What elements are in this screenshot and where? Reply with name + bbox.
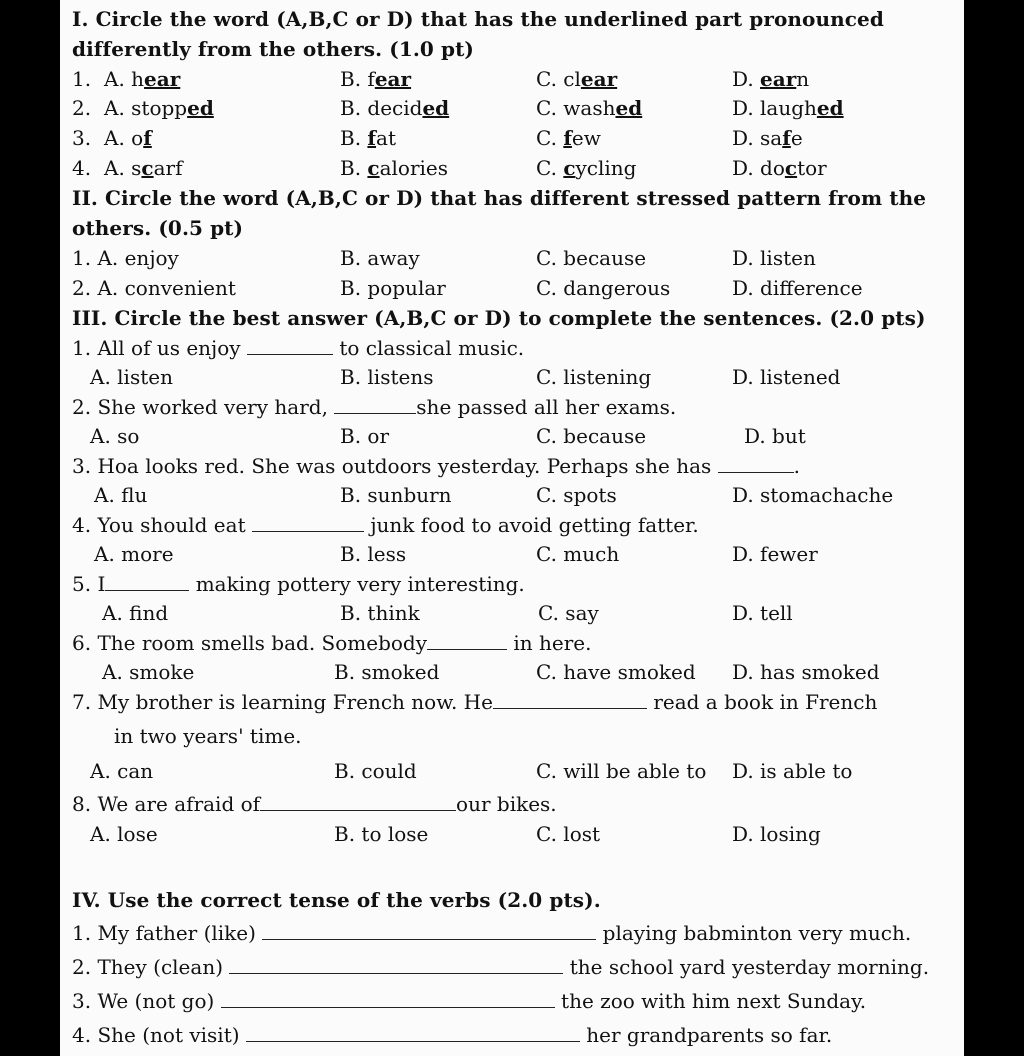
option-c[interactable]: C. spots (536, 483, 617, 507)
option-c[interactable]: C. say (538, 601, 599, 625)
option-d[interactable]: D. listened (732, 365, 841, 389)
answer-blank[interactable] (229, 955, 563, 974)
option-d[interactable]: D. fewer (732, 542, 818, 566)
option-b[interactable]: B. could (334, 759, 417, 783)
option-d[interactable]: D. earn (732, 67, 810, 91)
question-text-end: she passed all her exams. (416, 395, 677, 419)
option-d[interactable]: D. losing (732, 822, 821, 846)
question-text-end: read a book in French (653, 690, 878, 714)
question-text-end: junk food to avoid getting fatter. (370, 513, 699, 537)
section4-title: IV. Use the correct tense of the verbs (2.0 pts). (72, 888, 601, 912)
section4-question-3 (72, 986, 952, 1016)
section1-title-line1: I. Circle the word (A,B,C or D) that has the underlined part pronounced (72, 7, 884, 31)
question-text-end: playing babminton very much. (602, 921, 912, 945)
question-text-end: the zoo with him next Sunday. (561, 989, 867, 1013)
section3-title: III. Circle the best answer (A,B,C or D) to complete the sentences. (2.0 pts) (72, 306, 926, 330)
question-text: 5. I (72, 572, 106, 596)
section1-question-1 (72, 64, 952, 94)
option-b[interactable]: B. or (340, 424, 390, 448)
option-a[interactable]: 2. A. convenient (72, 276, 236, 300)
question-number: 2. (72, 96, 92, 120)
section4-question-2 (72, 952, 952, 982)
worksheet-page (60, 0, 964, 1056)
option-b[interactable]: B. popular (340, 276, 446, 300)
option-c[interactable]: C. lost (536, 822, 601, 846)
section3-question-6 (72, 628, 952, 658)
section3-options-1 (72, 362, 952, 392)
question-text-end: to classical music. (339, 336, 525, 360)
option-d[interactable]: D. is able to (732, 759, 853, 783)
answer-blank[interactable] (105, 572, 189, 591)
question-text-end: her grandparents so far. (586, 1023, 833, 1047)
option-a[interactable]: A. find (102, 601, 169, 625)
option-d[interactable]: D. stomachache (732, 483, 894, 507)
section3-options-8 (72, 819, 952, 849)
answer-blank[interactable] (221, 989, 555, 1008)
section3-question-2 (72, 392, 952, 422)
question-text: 7. My brother is learning French now. He (72, 690, 493, 714)
section3-options-5 (72, 598, 952, 628)
option-c[interactable]: C. have smoked (536, 660, 696, 684)
option-d[interactable]: D. tell (732, 601, 793, 625)
answer-blank[interactable] (493, 690, 647, 709)
section2-title-line1: II. Circle the word (A,B,C or D) that has different stressed pattern from the (72, 186, 927, 210)
section3-question-4 (72, 510, 952, 540)
answer-blank[interactable] (262, 921, 596, 940)
question-text-continued: in two years' time. (114, 724, 302, 748)
question-text: 2. She worked very hard, (72, 395, 328, 419)
section3-question-8 (72, 789, 952, 819)
section3-question-1 (72, 333, 952, 363)
section3-options-2 (72, 421, 952, 451)
option-b[interactable]: B. fear (340, 67, 412, 91)
option-b[interactable]: B. fat (340, 126, 396, 150)
question-text-end: the school yard yesterday morning. (569, 955, 930, 979)
question-number: 3. (72, 126, 92, 150)
answer-blank[interactable] (246, 1023, 580, 1042)
option-c[interactable]: C. will be able to (536, 759, 707, 783)
option-c[interactable]: C. few (536, 126, 601, 150)
option-a[interactable]: A. hear (104, 67, 181, 91)
option-c[interactable]: C. cycling (536, 156, 637, 180)
option-d[interactable]: D. safe (732, 126, 803, 150)
option-c[interactable]: C. clear (536, 67, 618, 91)
option-b[interactable]: B. decided (340, 96, 450, 120)
option-b[interactable]: B. listens (340, 365, 434, 389)
question-text-end: our bikes. (456, 792, 557, 816)
option-a[interactable]: A. lose (90, 822, 158, 846)
question-text: 2. They (clean) (72, 955, 223, 979)
section3-question-3 (72, 451, 952, 481)
section3-question-5 (72, 569, 952, 599)
option-d[interactable]: D. listen (732, 246, 816, 270)
section2-question-1 (72, 243, 952, 273)
question-number: 4. (72, 156, 92, 180)
option-c[interactable]: C. because (536, 424, 647, 448)
option-c[interactable]: C. listening (536, 365, 652, 389)
answer-blank[interactable] (247, 336, 333, 355)
option-c[interactable]: C. because (536, 246, 647, 270)
option-b[interactable]: B. smoked (334, 660, 440, 684)
option-a[interactable]: A. stopped (104, 96, 214, 120)
section3-options-7 (72, 756, 952, 786)
question-text-end: making pottery very interesting. (195, 572, 525, 596)
option-b[interactable]: B. sunburn (340, 483, 452, 507)
option-a[interactable]: 1. A. enjoy (72, 246, 179, 270)
answer-blank[interactable] (334, 395, 416, 414)
option-a[interactable]: A. can (90, 759, 154, 783)
question-text: 1. My father (like) (72, 921, 256, 945)
question-text: 3. Hoa looks red. She was outdoors yesterday. Perhaps she has (72, 454, 712, 478)
option-c[interactable]: C. washed (536, 96, 643, 120)
option-d[interactable]: D. difference (732, 276, 863, 300)
section3-options-4 (72, 539, 952, 569)
option-a[interactable]: A. of (104, 126, 152, 150)
option-d[interactable]: D. doctor (732, 156, 827, 180)
option-d[interactable]: D. has smoked (732, 660, 880, 684)
section3-options-6 (72, 657, 952, 687)
option-d[interactable]: D. but (744, 424, 806, 448)
section3-question-7 (72, 687, 952, 717)
question-text: 3. We (not go) (72, 989, 215, 1013)
section1-title-line2: differently from the others. (1.0 pt) (72, 37, 474, 61)
section4-question-4 (72, 1020, 952, 1050)
question-text: 4. She (not visit) (72, 1023, 240, 1047)
option-b[interactable]: B. to lose (334, 822, 429, 846)
answer-blank[interactable] (260, 792, 456, 811)
option-d[interactable]: D. laughed (732, 96, 844, 120)
question-text: 8. We are afraid of (72, 792, 261, 816)
question-text: 6. The room smells bad. Somebody (72, 631, 428, 655)
section1-question-3 (72, 123, 952, 153)
option-a[interactable]: A. flu (94, 483, 148, 507)
question-text: 1. All of us enjoy (72, 336, 241, 360)
option-a[interactable]: A. smoke (102, 660, 195, 684)
section1-question-4 (72, 153, 952, 183)
option-a[interactable]: A. listen (90, 365, 173, 389)
option-a[interactable]: A. more (94, 542, 174, 566)
option-c[interactable]: C. dangerous (536, 276, 671, 300)
section2-question-2 (72, 273, 952, 303)
section2-title-line2: others. (0.5 pt) (72, 216, 244, 240)
question-number: 1. (72, 67, 92, 91)
option-b[interactable]: B. away (340, 246, 420, 270)
option-a[interactable]: A. so (90, 424, 140, 448)
option-a[interactable]: A. scarf (104, 156, 183, 180)
answer-blank[interactable] (252, 513, 364, 532)
answer-blank[interactable] (427, 631, 507, 650)
answer-blank[interactable] (718, 454, 794, 473)
section3-question-7-cont (72, 721, 952, 751)
option-c[interactable]: C. much (536, 542, 620, 566)
section1-question-2 (72, 93, 952, 123)
section3-options-3 (72, 480, 952, 510)
question-text-end: in here. (513, 631, 592, 655)
option-b[interactable]: B. think (340, 601, 420, 625)
question-text: 4. You should eat (72, 513, 246, 537)
question-text-end: . (793, 454, 801, 478)
option-b[interactable]: B. less (340, 542, 407, 566)
section4-question-1 (72, 918, 952, 948)
option-b[interactable]: B. calories (340, 156, 449, 180)
